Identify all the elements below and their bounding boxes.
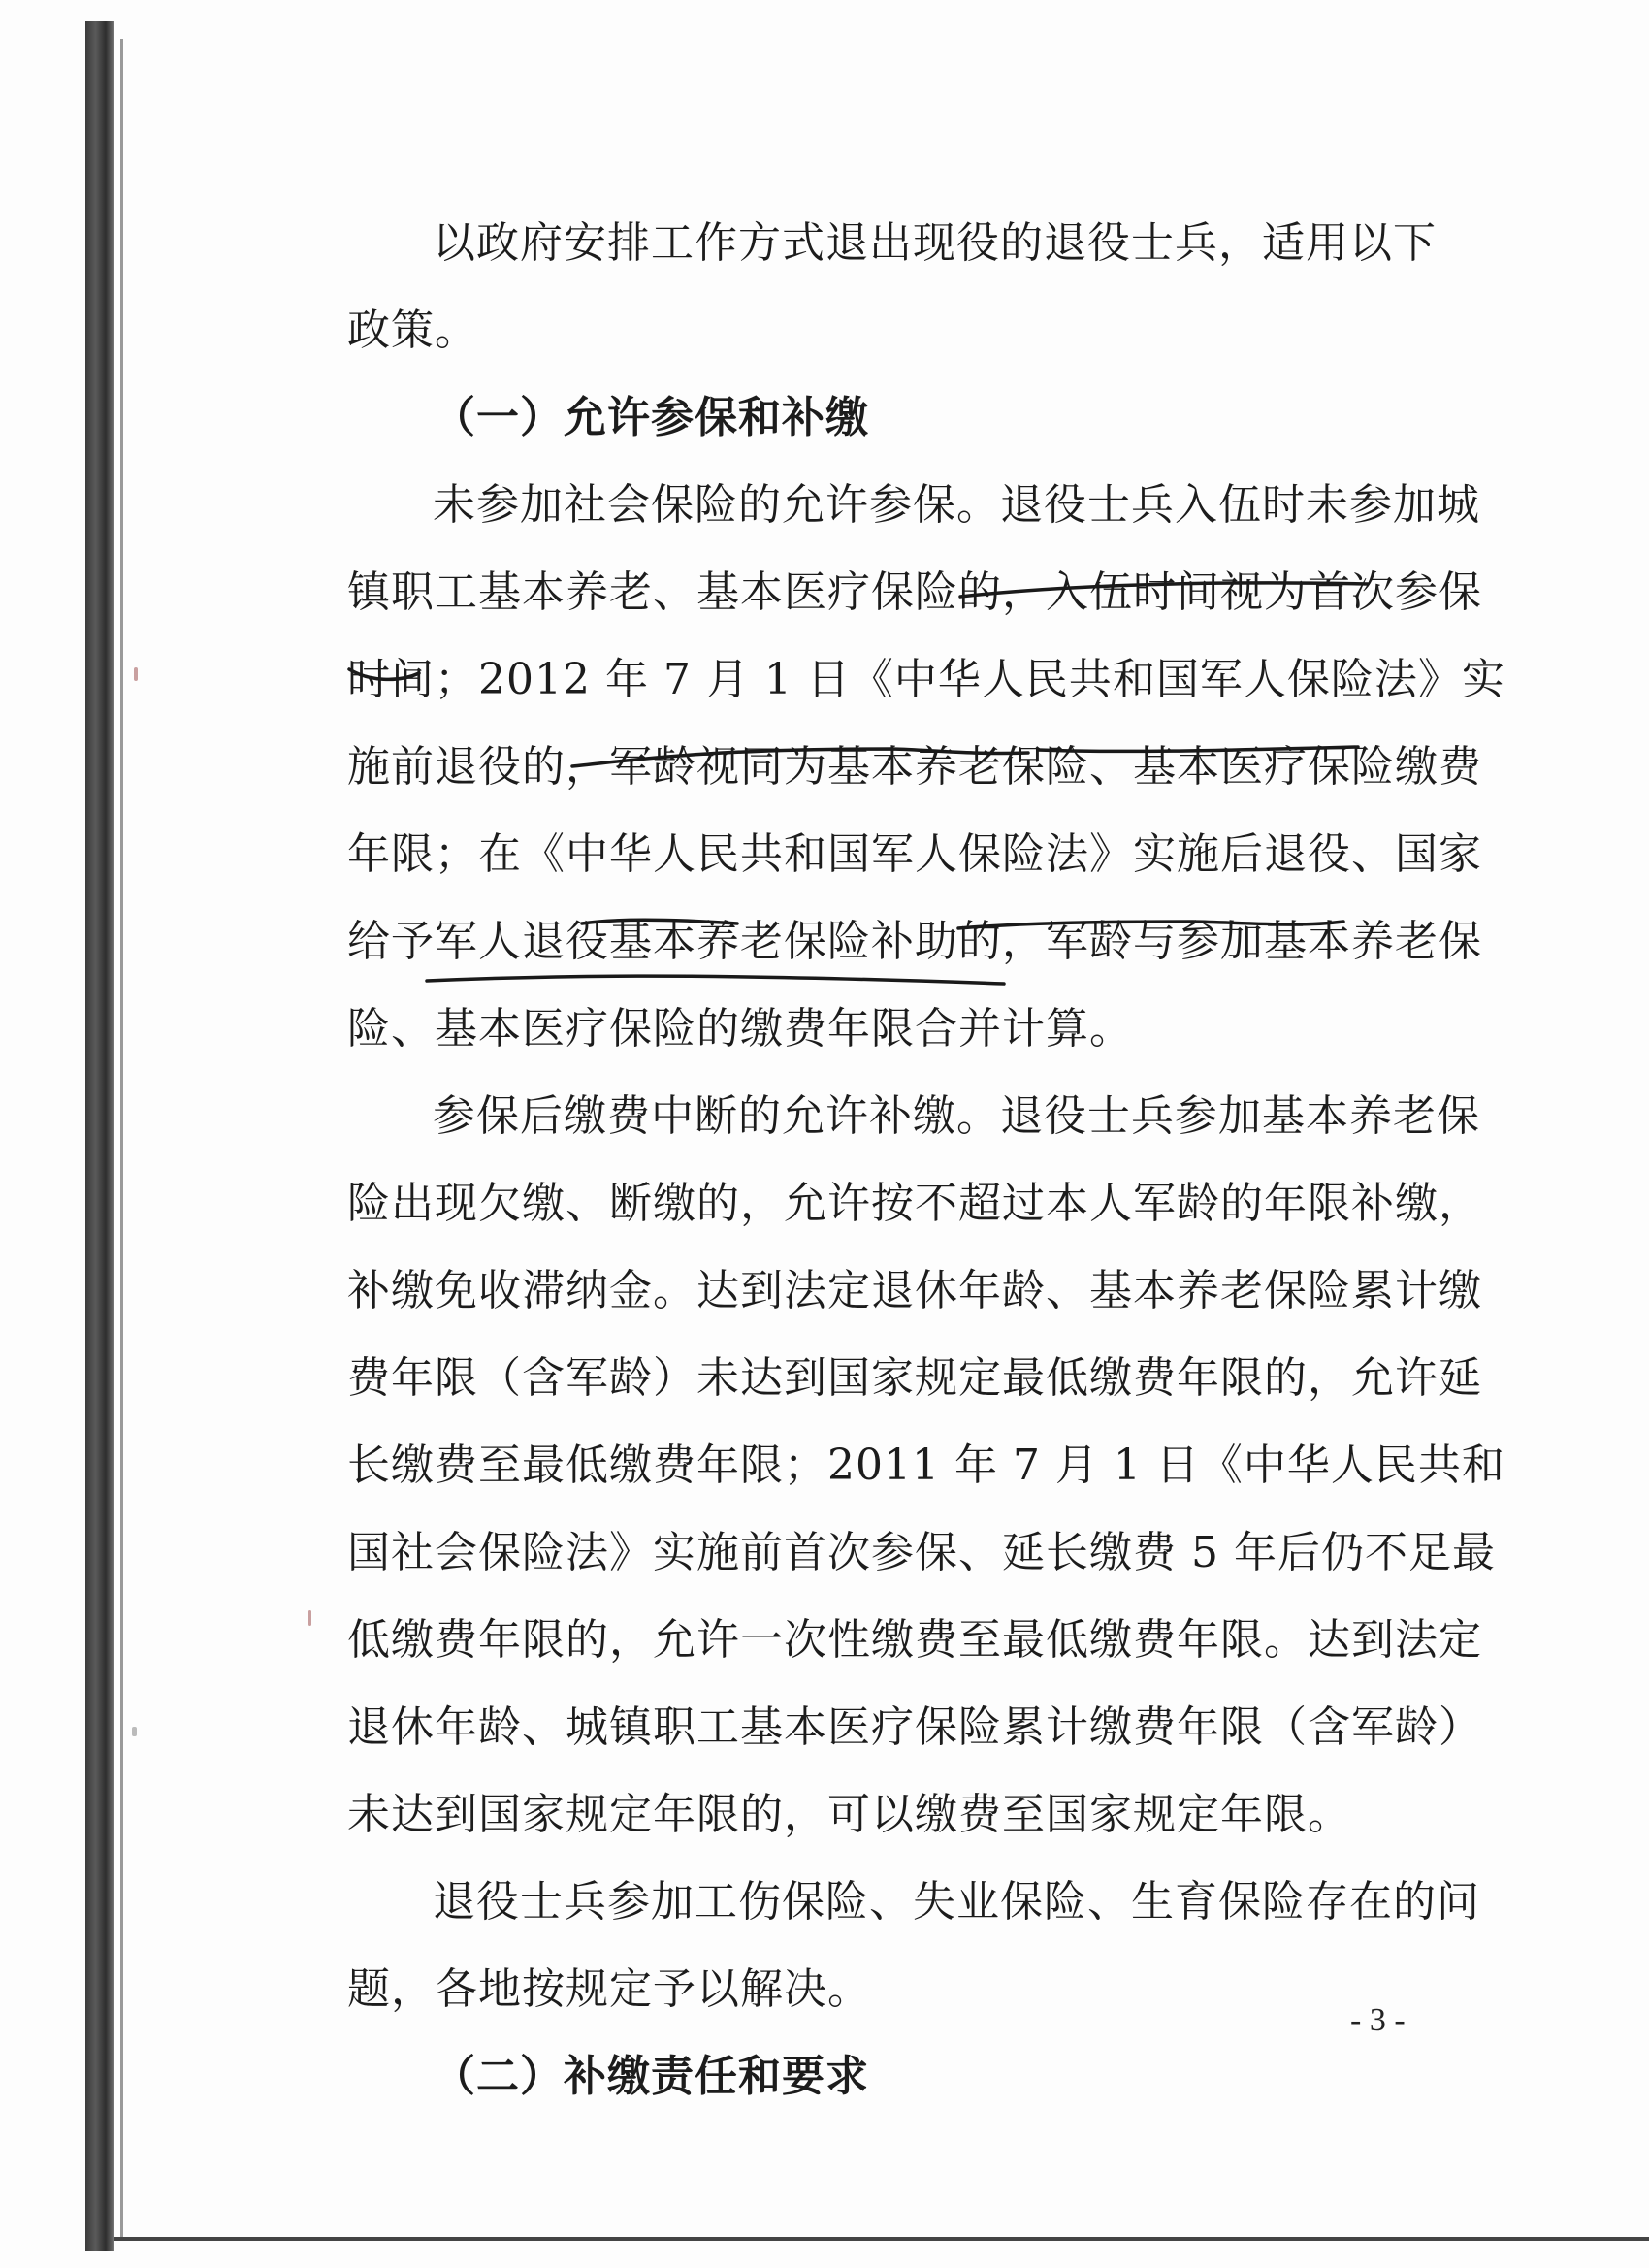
paragraph-line: 题，各地按规定予以解决。 [347,1964,871,2014]
paragraph-line: 国社会保险法》实施前首次参保、延长缴费 5 年后仍不足最 [347,1528,1496,1577]
scan-speck [132,1727,137,1736]
paragraph-line: 镇职工基本养老、基本医疗保险的，入伍时间视为首次参保 [347,567,1482,617]
binding-shadow [85,21,114,2251]
paragraph-line: 时间；2012 年 7 月 1 日《中华人民共和国军人保险法》实 [347,655,1505,704]
paragraph-line: 未参加社会保险的允许参保。退役士兵入伍时未参加城 [433,480,1480,530]
page-number: - 3 - [1350,2002,1406,2038]
section-heading: （二）补缴责任和要求 [433,2052,869,2101]
paragraph-line: 费年限（含军龄）未达到国家规定最低缴费年限的，允许延 [347,1353,1482,1403]
scan-speck [134,667,138,681]
paragraph-line: 长缴费至最低缴费年限；2011 年 7 月 1 日《中华人民共和 [347,1441,1505,1490]
paragraph-line: 险出现欠缴、断缴的，允许按不超过本人军龄的年限补缴， [347,1179,1482,1228]
bottom-edge [114,2237,1649,2241]
body-text [347,200,1505,2121]
binding-line [120,39,123,2241]
paragraph-line: 险、基本医疗保险的缴费年限合并计算。 [347,1004,1133,1053]
paragraph-line: 低缴费年限的，允许一次性缴费至最低缴费年限。达到法定 [347,1615,1482,1665]
paragraph-line: 退役士兵参加工伤保险、失业保险、生育保险存在的问 [433,1877,1480,1927]
paragraph-line: 年限；在《中华人民共和国军人保险法》实施后退役、国家 [347,829,1482,879]
section-heading: （一）允许参保和补缴 [433,393,869,442]
scan-speck [308,1610,311,1626]
paragraph-line: 参保后缴费中断的允许补缴。退役士兵参加基本养老保 [433,1091,1480,1141]
paragraph-line: 施前退役的，军龄视同为基本养老保险、基本医疗保险缴费 [347,742,1482,792]
paragraph-line: 政策。 [347,306,478,355]
paragraph-line: 退休年龄、城镇职工基本医疗保险累计缴费年限（含军龄） [347,1702,1482,1752]
paragraph-line: 未达到国家规定年限的，可以缴费至国家规定年限。 [347,1790,1351,1839]
paragraph-line: 给予军人退役基本养老保险补助的，军龄与参加基本养老保 [347,917,1482,966]
paragraph-line: 以政府安排工作方式退出现役的退役士兵，适用以下 [433,218,1437,268]
paragraph-line: 补缴免收滞纳金。达到法定退休年龄、基本养老保险累计缴 [347,1266,1482,1315]
